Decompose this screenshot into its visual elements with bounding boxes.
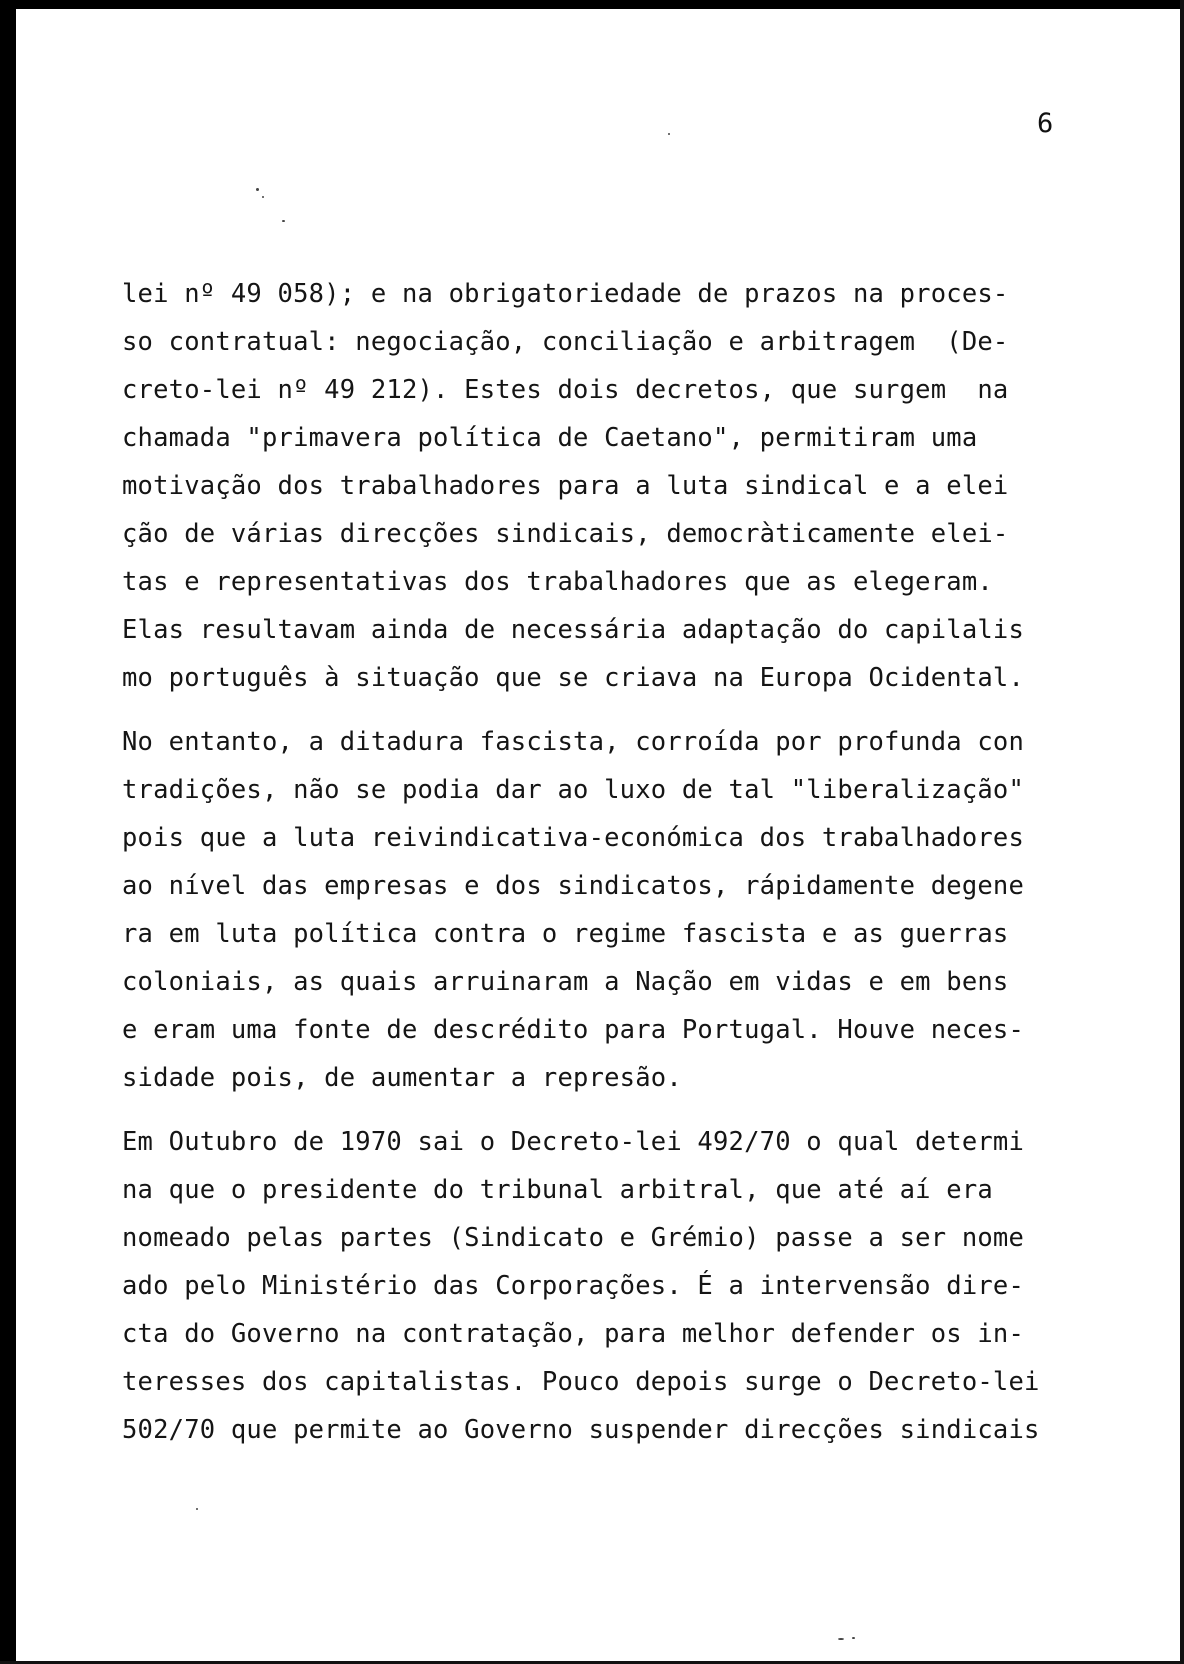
paragraph-gap: [122, 1102, 1102, 1118]
text-line: so contratual: negociação, conciliação e arbitragem (De-: [122, 327, 1009, 357]
text-line: ao nível das empresas e dos sindicatos, rápidamente degene: [122, 871, 1025, 901]
text-line: Elas resultavam ainda de necessária adaptação do capilalis: [122, 615, 1025, 645]
scan-edge-right: [1180, 0, 1184, 1664]
scan-edge-left: [0, 0, 16, 1664]
text-line: tas e representativas dos trabalhadores que as elegeram.: [122, 567, 993, 597]
text-line: Em Outubro de 1970 sai o Decreto-lei 492/70 o qual determi: [122, 1127, 1025, 1157]
text-line: e eram uma fonte de descrédito para Portugal. Houve neces-: [122, 1015, 1025, 1045]
text-line: tradições, não se podia dar ao luxo de tal "liberalização": [122, 775, 1025, 805]
scan-speck: [262, 196, 264, 198]
scan-speck: [256, 188, 259, 191]
text-line: nomeado pelas partes (Sindicato e Grémio) passe a ser nome: [122, 1223, 1025, 1253]
text-line: creto-lei nº 49 212). Estes dois decretos, que surgem na: [122, 375, 1009, 405]
scan-speck: [668, 133, 670, 135]
scan-speck: [282, 220, 285, 222]
text-line: na que o presidente do tribunal arbitral, que até aí era: [122, 1175, 993, 1205]
paragraph-gap: [122, 702, 1102, 718]
scan-speck: [196, 1508, 198, 1510]
text-line: ado pelo Ministério das Corporações. É a intervensão dire-: [122, 1271, 1025, 1301]
paragraph: [122, 718, 1102, 1102]
text-line: cta do Governo na contratação, para melhor defender os in-: [122, 1319, 1025, 1349]
paragraph: [122, 1118, 1102, 1454]
scan-edge-top: [0, 0, 1184, 9]
text-line: coloniais, as quais arruinaram a Nação em vidas e em bens: [122, 967, 1009, 997]
scan-speck: [838, 1638, 844, 1640]
text-line: lei nº 49 058); e na obrigatoriedade de prazos na proces-: [122, 279, 1009, 309]
text-line: pois que a luta reivindicativa-económica dos trabalhadores: [122, 823, 1025, 853]
text-line: ra em luta política contra o regime fascista e as guerras: [122, 919, 1009, 949]
text-line: teresses dos capitalistas. Pouco depois surge o Decreto-lei: [122, 1367, 1040, 1397]
text-line: ção de várias direcções sindicais, democràticamente elei-: [122, 519, 1009, 549]
scan-speck: [852, 1637, 855, 1639]
text-line: chamada "primavera política de Caetano", permitiram uma: [122, 423, 978, 453]
page-number: 6: [1037, 108, 1054, 139]
text-line: mo português à situação que se criava na Europa Ocidental.: [122, 663, 1025, 693]
text-line: motivação dos trabalhadores para a luta sindical e a elei: [122, 471, 1009, 501]
text-line: No entanto, a ditadura fascista, corroída por profunda con: [122, 727, 1025, 757]
text-line: 502/70 que permite ao Governo suspender direcções sindicais: [122, 1415, 1040, 1445]
paragraph: [122, 270, 1102, 702]
body-text: [122, 270, 1102, 1454]
text-line: sidade pois, de aumentar a represão.: [122, 1063, 682, 1093]
